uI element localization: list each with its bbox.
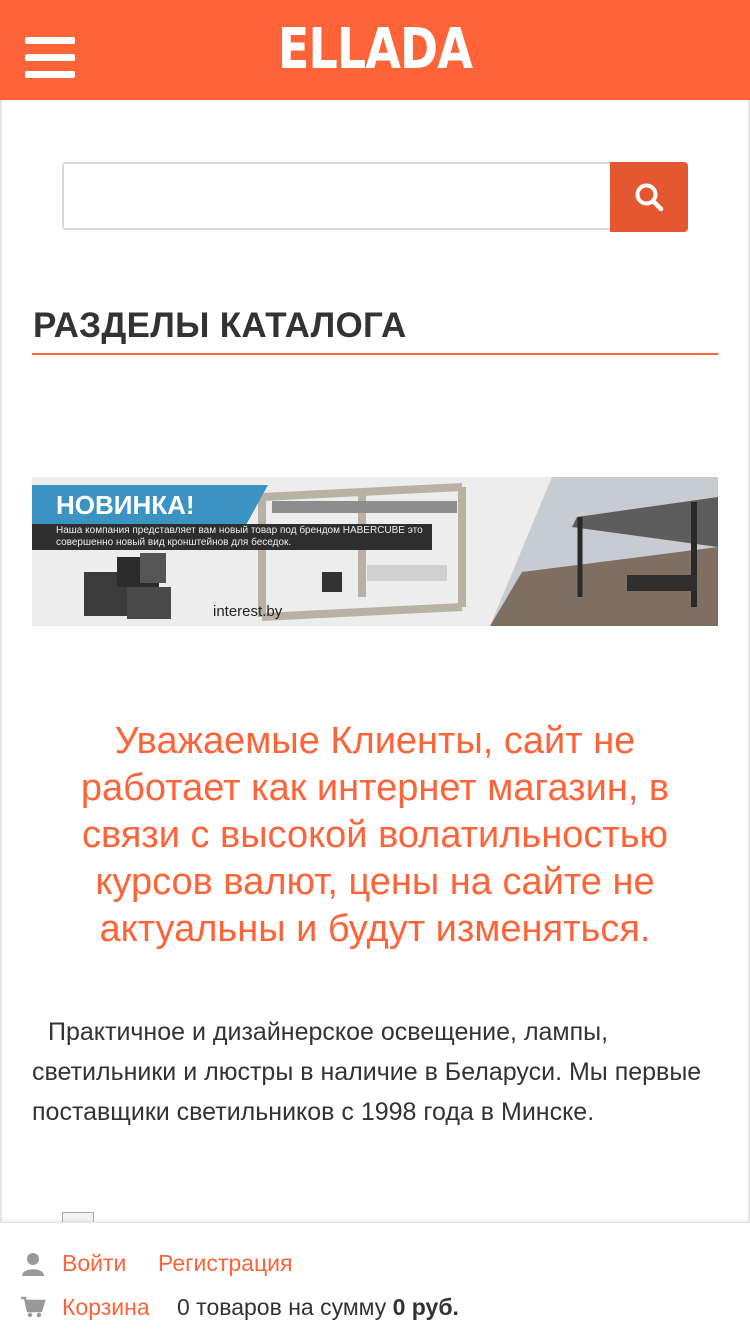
search-field[interactable] xyxy=(62,162,612,230)
cart-summary-label: 0 товаров на сумму xyxy=(177,1293,387,1320)
login-link[interactable]: Войти xyxy=(62,1249,127,1276)
cart-link[interactable]: Корзина xyxy=(62,1293,150,1320)
cart-icon xyxy=(20,1294,46,1320)
site-logo[interactable]: ELLADA xyxy=(277,17,473,82)
cart-total: 0 руб. xyxy=(392,1293,459,1320)
search-button[interactable] xyxy=(610,162,688,232)
notice-message: Уважаемые Клиенты, сайт не работает как интернет магазин, в связи с высокой волатильностью курсов валют, цены на сайте не актуальны и будут изменяться. xyxy=(80,720,670,950)
promo-banner[interactable] xyxy=(32,477,718,626)
cart-summary xyxy=(177,1294,459,1321)
user-icon xyxy=(20,1251,46,1277)
intro-text: Практичное и дизайнерское освещение, лампы, светильники и люстры в наличие в Беларуси. Мы первые поставщики светильников с 1998 года в Минске. xyxy=(32,1018,702,1126)
banner-new-tag: НОВИНКА! xyxy=(32,485,246,525)
banner-description: Наша компания представляет вам новый товар под брендом HABERCUBE это совершенно новый вид кронштейнов для беседок. xyxy=(32,524,432,550)
banner-url: interest.by xyxy=(213,603,283,620)
section-divider xyxy=(32,353,718,355)
catalog-section-title: РАЗДЕЛЫ КАТАЛОГА xyxy=(33,306,407,345)
header-bar xyxy=(0,0,750,100)
search-icon xyxy=(634,182,664,212)
bottom-account-bar xyxy=(0,1222,750,1334)
register-link[interactable]: Регистрация xyxy=(158,1249,293,1276)
page-border-left xyxy=(0,100,2,1334)
search-input[interactable] xyxy=(64,164,612,228)
